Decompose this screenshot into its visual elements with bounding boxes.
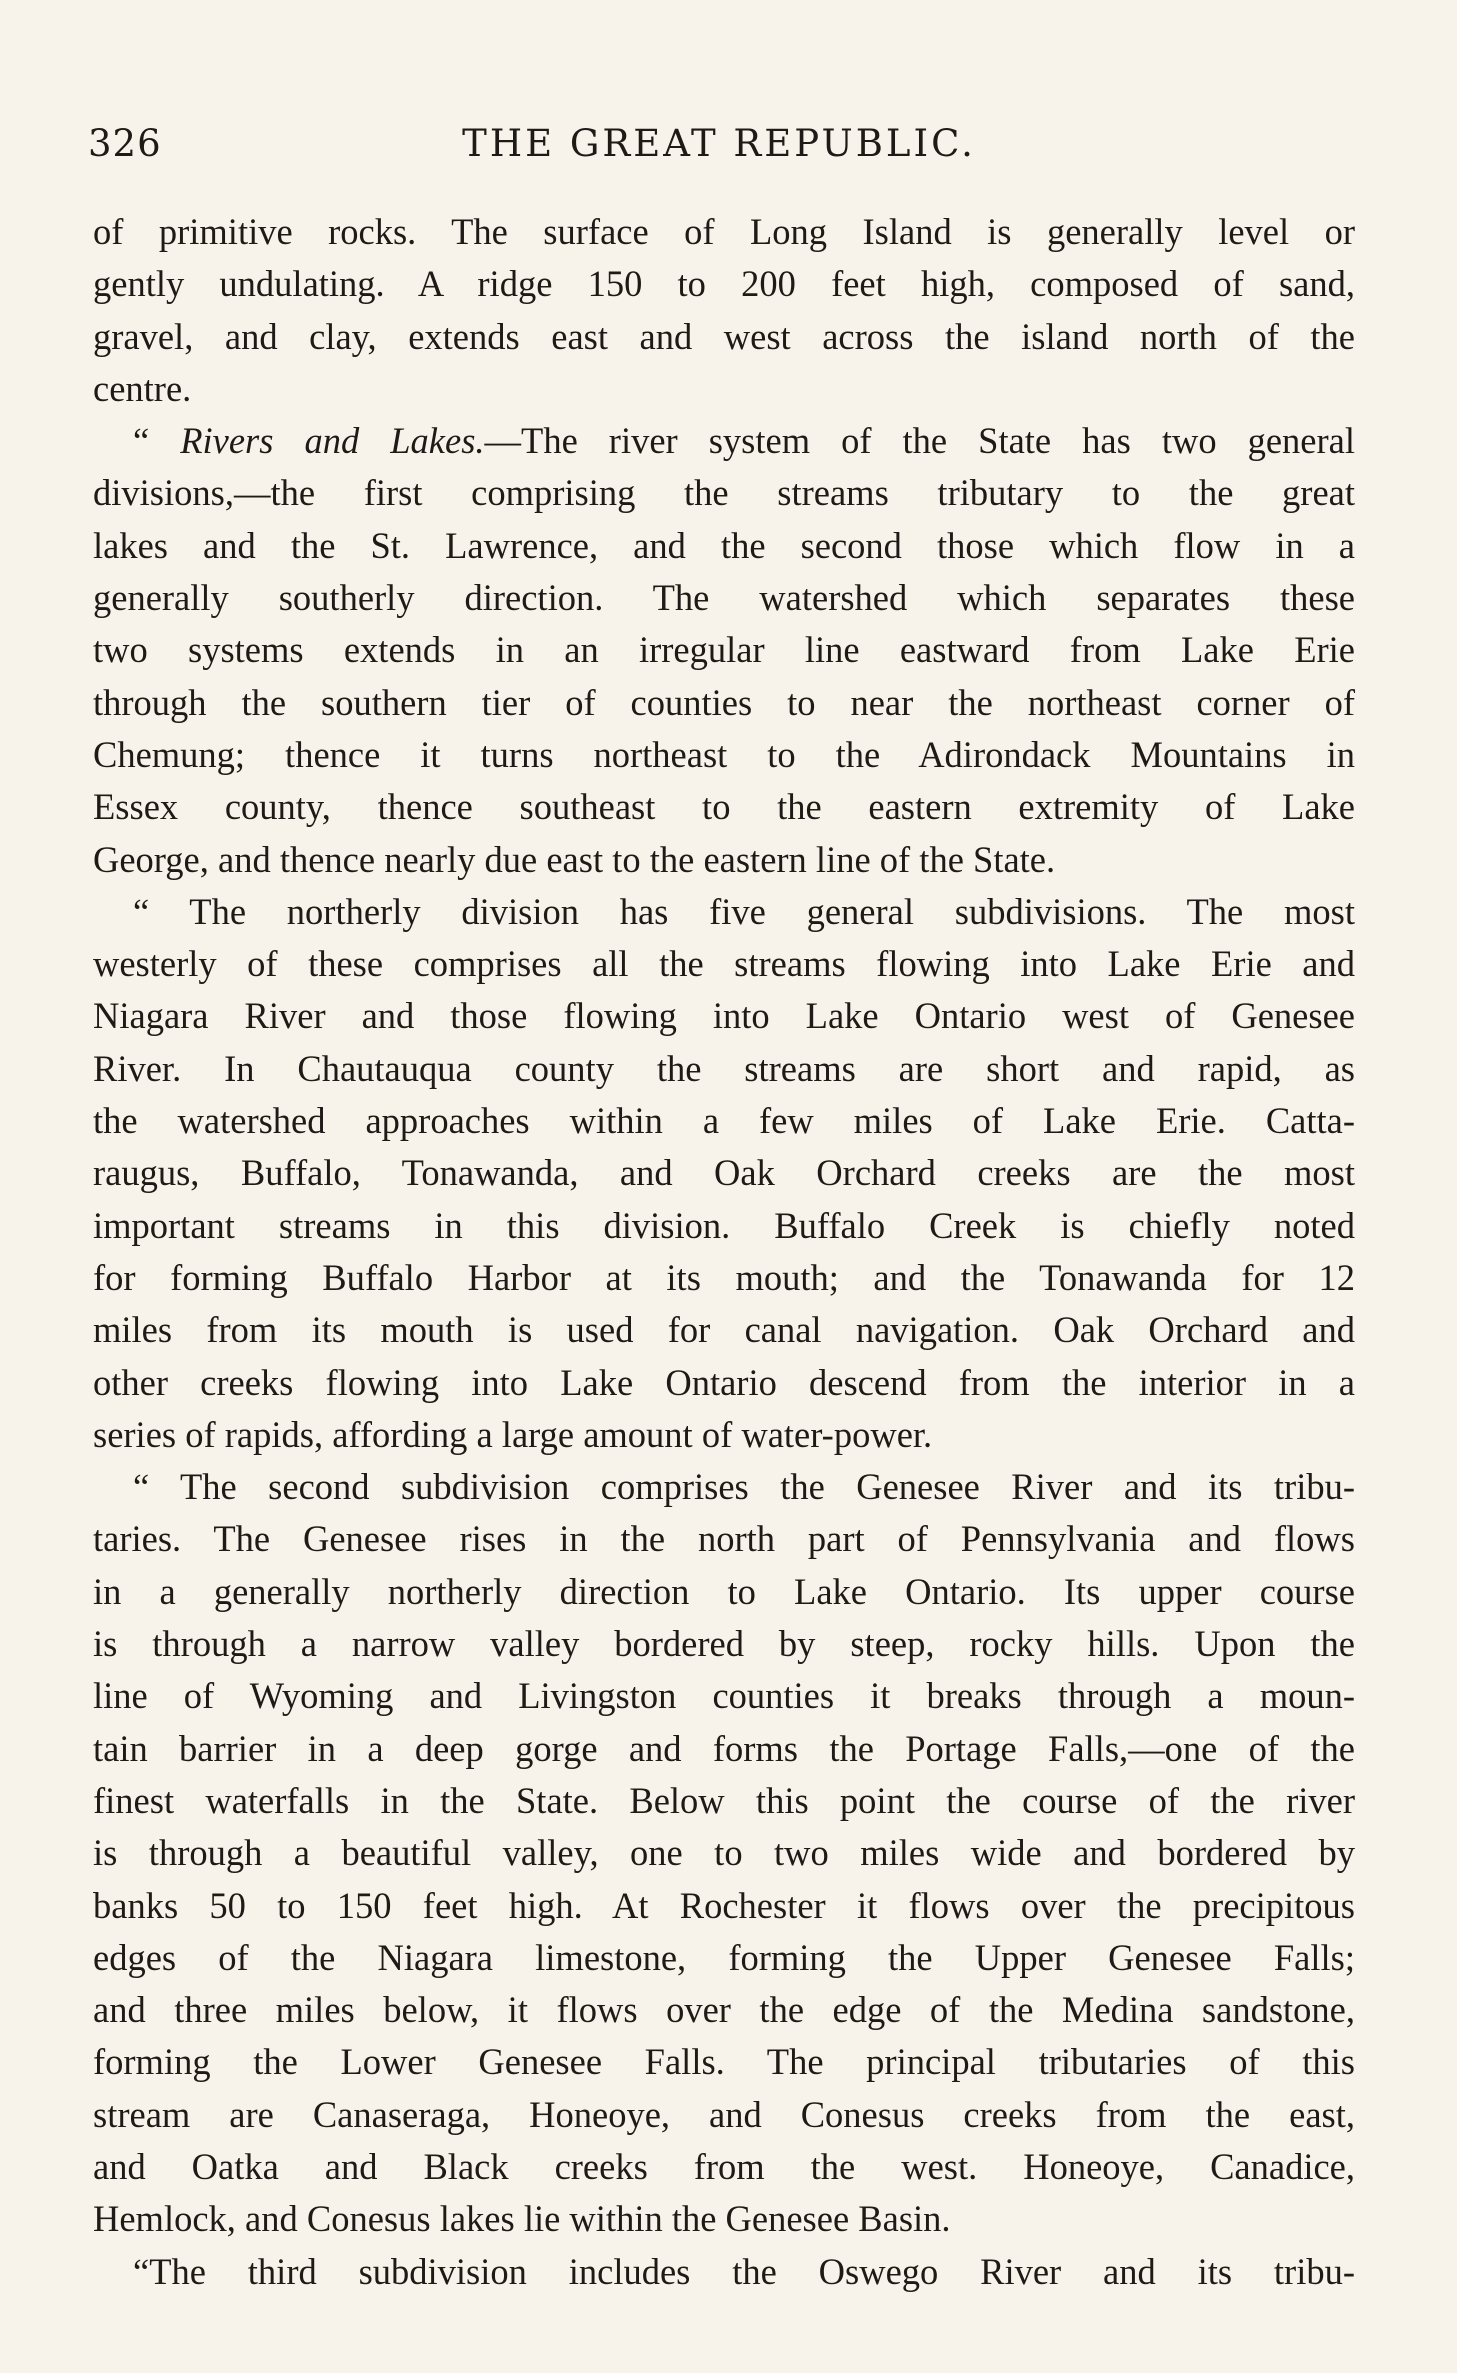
text-line: in a generally northerly direction to Lake Ontario. Its upper course (93, 1570, 1355, 1612)
text-line: centre. (93, 367, 192, 409)
text-line: stream are Canaseraga, Honeoye, and Conesus creeks from the east, (93, 2093, 1355, 2135)
open-quote: “ (133, 420, 181, 462)
text-line: forming the Lower Genesee Falls. The principal tributaries of this (93, 2041, 1355, 2083)
text-line: for forming Buffalo Harbor at its mouth; and the Tonawanda for 12 (93, 1256, 1355, 1298)
text-line: important streams in this division. Buffalo Creek is chiefly noted (93, 1204, 1355, 1246)
text-line: Chemung; thence it turns northeast to the Adirondack Mountains in (93, 733, 1355, 775)
text-line: two systems extends in an irregular line eastward from Lake Erie (93, 629, 1355, 671)
text-line: divisions,—the first comprising the streams tributary to the great (93, 472, 1355, 514)
text-line: Hemlock, and Conesus lakes lie within the Genesee Basin. (93, 2198, 951, 2240)
text-line: George, and thence nearly due east to the eastern line of the State. (93, 838, 1056, 880)
text-line: miles from its mouth is used for canal navigation. Oak Orchard and (93, 1309, 1355, 1351)
text-line: taries. The Genesee rises in the north part of Pennsylvania and flows (93, 1518, 1355, 1560)
text-line: tain barrier in a deep gorge and forms the Portage Falls,—one of the (93, 1727, 1355, 1769)
text-line: of primitive rocks. The surface of Long Island is generally level or (93, 211, 1355, 252)
page-header (88, 122, 1350, 170)
text-line: the watershed approaches within a few miles of Lake Erie. Catta- (93, 1100, 1355, 1142)
text-line-paragraph-start: “ The northerly division has five general subdivisions. The most (133, 890, 1355, 932)
page-number: 326 (88, 122, 162, 165)
section-heading-italic: Rivers and Lakes. (180, 420, 485, 462)
text-line: generally southerly direction. The watershed which separates these (93, 577, 1355, 619)
text-line: River. In Chautauqua county the streams are short and rapid, as (93, 1047, 1355, 1089)
text-line: line of Wyoming and Livingston counties it breaks through a moun- (93, 1675, 1355, 1717)
text-line: lakes and the St. Lawrence, and the second those which flow in a (93, 524, 1355, 566)
text-line: westerly of these comprises all the streams flowing into Lake Erie and (93, 943, 1355, 985)
text-line: Essex county, thence southeast to the eastern extremity of Lake (93, 786, 1355, 828)
text-line: raugus, Buffalo, Tonawanda, and Oak Orchard creeks are the most (93, 1152, 1355, 1194)
body-text (93, 206, 1355, 2298)
text-line: and Oatka and Black creeks from the west. Honeoye, Canadice, (93, 2145, 1355, 2187)
heading-rest: —The river system of the State has two general (484, 420, 1355, 462)
text-line: is through a beautiful valley, one to two miles wide and bordered by (93, 1832, 1355, 1874)
text-line: Niagara River and those flowing into Lake Ontario west of Genesee (93, 995, 1355, 1037)
text-line: finest waterfalls in the State. Below this point the course of the river (93, 1779, 1355, 1821)
text-line: gently undulating. A ridge 150 to 200 feet high, composed of sand, (93, 263, 1355, 305)
text-line: is through a narrow valley bordered by steep, rocky hills. Upon the (93, 1623, 1355, 1665)
text-line: edges of the Niagara limestone, forming the Upper Genesee Falls; (93, 1936, 1355, 1978)
text-line: gravel, and clay, extends east and west across the island north of the (93, 315, 1355, 357)
text-line-paragraph-start (93, 415, 1355, 467)
text-line-paragraph-start: “ The second subdivision comprises the Genesee River and its tribu- (133, 1466, 1355, 1508)
text-line: through the southern tier of counties to near the northeast corner of (93, 681, 1355, 723)
text-line: other creeks flowing into Lake Ontario descend from the interior in a (93, 1361, 1355, 1403)
text-line: banks 50 to 150 feet high. At Rochester it flows over the precipitous (93, 1884, 1355, 1926)
text-line-paragraph-start: “The third subdivision includes the Oswego River and its tribu- (133, 2250, 1355, 2292)
text-line: series of rapids, affording a large amount of water-power. (93, 1413, 933, 1455)
running-title: THE GREAT REPUBLIC. (462, 122, 976, 165)
text-line: and three miles below, it flows over the edge of the Medina sandstone, (93, 1989, 1355, 2031)
